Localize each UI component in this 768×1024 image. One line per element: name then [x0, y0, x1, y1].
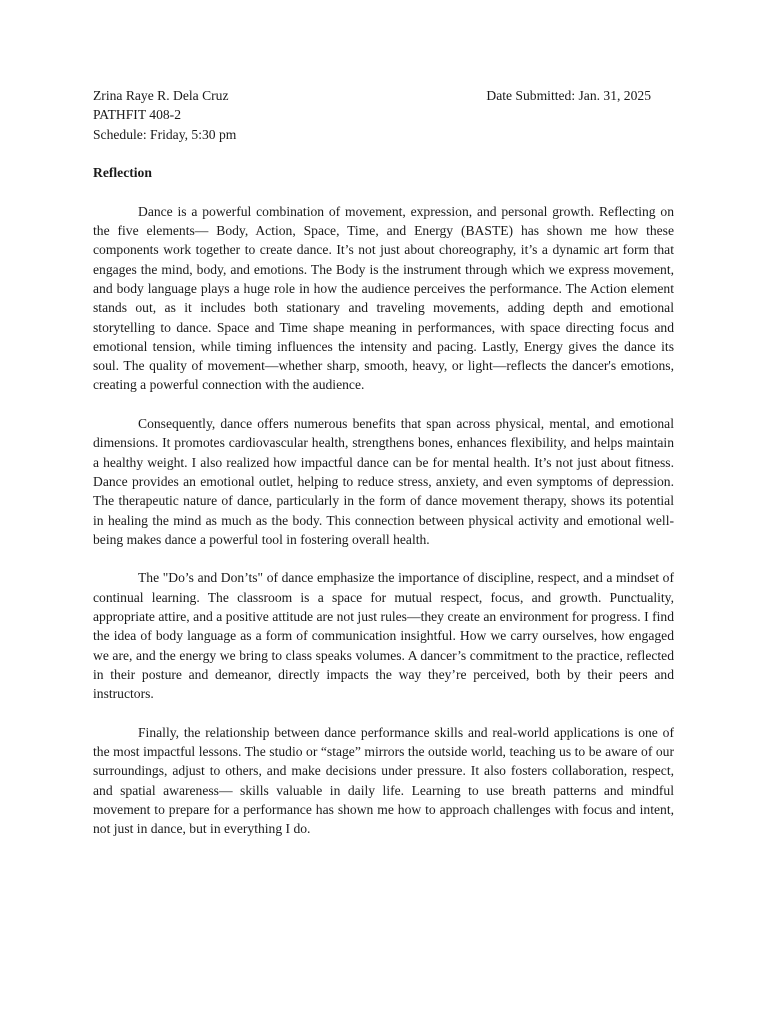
document-page [93, 86, 674, 858]
schedule: Schedule: Friday, 5:30 pm [93, 126, 237, 142]
paragraph-benefits: Consequently, dance offers numerous benefits that span across physical, mental, and emotional dimensions. It promotes cardiovascular health, strengthens bones, enhances flexibility, and helps maintain a healthy weight. I also realized how impactful dance can be for mental health. It’s not just about fitness. Dance provides an emotional outlet, helping to reduce stress, anxiety, and even symptoms of depression. The therapeutic nature of dance, particularly in the form of dance movement therapy, shows its potential in healing the mind as much as the body. This connection between physical activity and emotional well-being makes dance a powerful tool in fostering overall health. [93, 416, 674, 547]
header-row [93, 86, 651, 105]
paragraph-real-world: Finally, the relationship between dance performance skills and real-world applications is one of the most impactful lessons. The studio or “stage” mirrors the outside world, teaching us to be aware of our surroundings, adjust to others, and make decisions under pressure. It also fosters collaboration, respect, and spatial awareness— skills valuable in daily life. Learning to use breath patterns and mindful movement to prepare for a performance has shown me how to approach challenges with focus and intent, not just in dance, but in everything I do. [93, 724, 674, 837]
student-name: Zrina Raye R. Dela Cruz [93, 88, 229, 103]
paragraph-dos-and-donts: The "Do’s and Don’ts" of dance emphasize the importance of discipline, respect, and a mindset of continual learning. The classroom is a space for mutual respect, focus, and growth. Punctuality, appropriate attire, and a positive attitude are not just rules—they create an environment for progress. I find the idea of body language as a form of communication insightful. How we carry ourselves, how engaged we are, and the energy we bring to class speaks volumes. A dancer’s commitment to the practice, reflected in their posture and demeanor, directly impacts the way they’re perceived, both by their peers and instructors. [93, 570, 674, 702]
course-code: PATHFIT 408-2 [93, 107, 181, 123]
document-title: Reflection [93, 165, 152, 181]
paragraph-elements: Dance is a powerful combination of movement, expression, and personal growth. Reflecting on the five elements— Body, Action, Space, Time, and Energy (BASTE) has shown me how these components work together to create dance. It’s not just about choreography, it’s a dynamic art form that engages the mind, body, and emotions. The Body is the instrument through which we express movement, and body language plays a huge role in how the audience perceives the performance. The Action element stands out, as it includes both stationary and traveling movements, adding depth and emotional storytelling to dance. Space and Time shape meaning in performances, with space directing focus and emotional tension, while timing influences the intensity and pacing. Lastly, Energy gives the dance its soul. The quality of movement—whether sharp, smooth, heavy, or light—reflects the dancer's emotions, creating a powerful connection with the audience. [93, 203, 674, 393]
body-text [93, 202, 674, 839]
date-submitted: Date Submitted: Jan. 31, 2025 [486, 88, 651, 103]
